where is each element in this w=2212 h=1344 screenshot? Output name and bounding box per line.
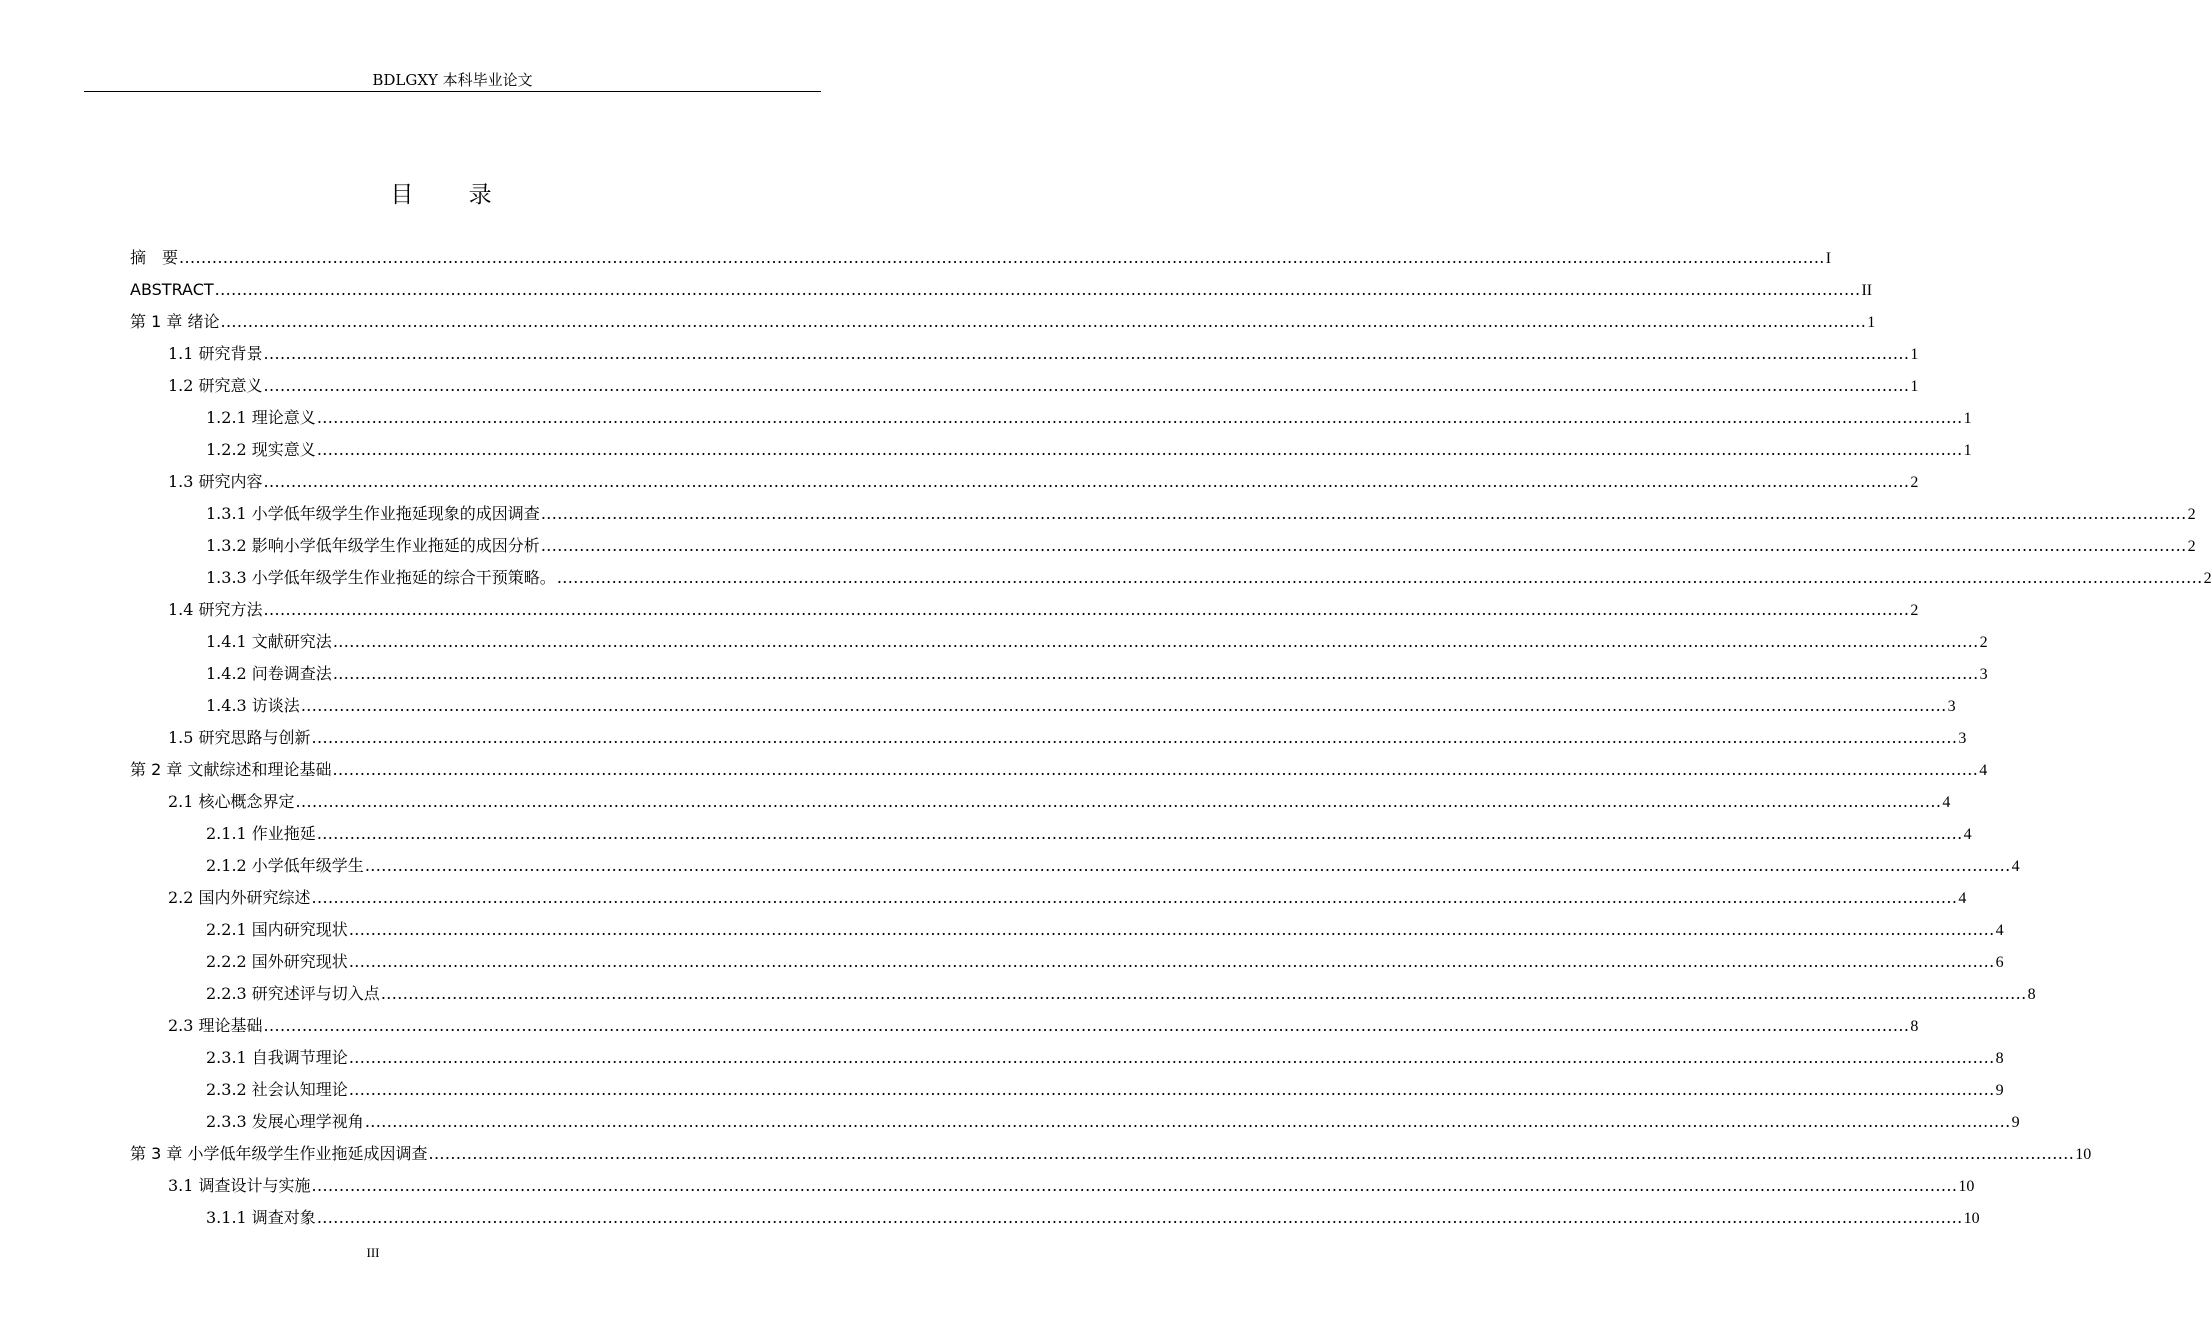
toc-entry-label: 1.2 研究意义	[168, 376, 263, 395]
toc-entry[interactable]	[130, 562, 2212, 594]
toc-entry-label: 1.2.2 现实意义	[206, 440, 316, 459]
dot-leader: ............................................................................................................................................................................................................................................................................................................	[214, 280, 1861, 299]
dot-leader: ............................................................................................................................................................................................................................................................................................................	[364, 1112, 2011, 1131]
toc-entry[interactable]	[130, 818, 1972, 850]
header-rule	[84, 91, 821, 92]
toc-entry-page: 4	[2011, 858, 2020, 875]
dot-leader: ............................................................................................................................................................................................................................................................................................................	[311, 1176, 1958, 1195]
toc-entry[interactable]	[130, 946, 2004, 978]
toc-entry-page: 2	[1910, 602, 1919, 619]
toc-entry-page: 4	[1942, 794, 1951, 811]
toc-entry-page: 1	[1910, 378, 1919, 395]
dot-leader: ............................................................................................................................................................................................................................................................................................................	[348, 920, 1995, 939]
dot-leader: ............................................................................................................................................................................................................................................................................................................	[316, 440, 1963, 459]
toc-entry-page: 6	[1995, 954, 2004, 971]
toc-entry-label: 1.3.2 影响小学低年级学生作业拖延的成因分析	[206, 536, 540, 555]
toc-entry-label: 2.3.3 发展心理学视角	[206, 1112, 364, 1131]
toc-entry-page: 8	[1995, 1050, 2004, 1067]
toc-entry-page: 9	[2011, 1114, 2020, 1131]
toc-entry[interactable]	[130, 1074, 2004, 1106]
toc-entry-page: 2	[2187, 506, 2196, 523]
toc-entry[interactable]	[130, 690, 1956, 722]
toc-entry[interactable]	[130, 1010, 1919, 1042]
toc-entry-page: 1	[1867, 314, 1876, 331]
toc-entry-label: 第 2 章 文献综述和理论基础	[130, 760, 332, 779]
dot-leader: ............................................................................................................................................................................................................................................................................................................	[428, 1144, 2075, 1163]
toc-entry[interactable]	[130, 1202, 1980, 1234]
toc-entry-page: 8	[2027, 986, 2036, 1003]
toc-entry-page: 1	[1910, 346, 1919, 363]
toc-entry-page: 1	[1963, 410, 1972, 427]
toc-entry[interactable]	[130, 1170, 1975, 1202]
dot-leader: ............................................................................................................................................................................................................................................................................................................	[348, 1080, 1995, 1099]
toc-entry[interactable]	[130, 242, 1832, 274]
toc-entry-page: 2	[1910, 474, 1919, 491]
toc-entry[interactable]	[130, 274, 1873, 306]
toc-entry-page: 10	[1963, 1210, 1980, 1227]
dot-leader: ............................................................................................................................................................................................................................................................................................................	[179, 248, 1825, 267]
toc-entry-page: 3	[1958, 730, 1967, 747]
toc-entry[interactable]	[130, 1106, 2020, 1138]
dot-leader: ............................................................................................................................................................................................................................................................................................................	[263, 600, 1910, 619]
toc-entry-label: 2.1 核心概念界定	[168, 792, 295, 811]
toc-entry-page: 2	[2187, 538, 2196, 555]
toc-entry-label: 2.2.1 国内研究现状	[206, 920, 348, 939]
toc-entry-page: 1	[1963, 442, 1972, 459]
dot-leader: ............................................................................................................................................................................................................................................................................................................	[263, 344, 1910, 363]
toc-entry-page: 2	[2203, 570, 2212, 587]
toc-entry[interactable]	[130, 306, 1876, 338]
running-header: BDLGXY 本科毕业论文	[372, 71, 533, 89]
toc-entry-label: ABSTRACT	[130, 280, 214, 299]
toc-entry[interactable]	[130, 754, 1988, 786]
toc-entry-label: 摘 要	[130, 248, 179, 267]
dot-leader: ............................................................................................................................................................................................................................................................................................................	[540, 504, 2187, 523]
toc-entry-label: 3.1 调查设计与实施	[168, 1176, 311, 1195]
toc-entry-label: 2.1.1 作业拖延	[206, 824, 316, 843]
toc-entry[interactable]	[130, 978, 2036, 1010]
dot-leader: ............................................................................................................................................................................................................................................................................................................	[348, 952, 1995, 971]
toc-entry-page: 4	[1958, 890, 1967, 907]
dot-leader: ............................................................................................................................................................................................................................................................................................................	[316, 1208, 1963, 1227]
toc-entry-label: 2.2.2 国外研究现状	[206, 952, 348, 971]
toc-entry-label: 2.2 国内外研究综述	[168, 888, 311, 907]
toc-entry-label: 第 1 章 绪论	[130, 312, 220, 331]
toc-entry-label: 第 3 章 小学低年级学生作业拖延成因调查	[130, 1144, 428, 1163]
page-title: 目 录	[390, 182, 516, 208]
toc-entry-label: 2.3.1 自我调节理论	[206, 1048, 348, 1067]
toc-entry-label: 1.4.3 访谈法	[206, 696, 300, 715]
toc-entry[interactable]	[130, 1042, 2004, 1074]
page-number: III	[366, 1245, 380, 1260]
dot-leader: ............................................................................................................................................................................................................................................................................................................	[316, 408, 1963, 427]
dot-leader: ............................................................................................................................................................................................................................................................................................................	[300, 696, 1947, 715]
dot-leader: ............................................................................................................................................................................................................................................................................................................	[380, 984, 2027, 1003]
toc-entry[interactable]	[130, 850, 2020, 882]
table-of-contents	[130, 242, 2212, 1234]
toc-entry-page: 10	[1958, 1178, 1975, 1195]
toc-entry-label: 3.1.1 调查对象	[206, 1208, 316, 1227]
toc-entry-label: 1.4.2 问卷调查法	[206, 664, 332, 683]
toc-entry-page: 4	[1979, 762, 1988, 779]
toc-entry[interactable]	[130, 498, 2196, 530]
toc-entry-page: 3	[1979, 666, 1988, 683]
toc-entry[interactable]	[130, 338, 1919, 370]
dot-leader: ............................................................................................................................................................................................................................................................................................................	[316, 824, 1963, 843]
toc-entry-label: 1.2.1 理论意义	[206, 408, 316, 427]
toc-entry-label: 1.3.3 小学低年级学生作业拖延的综合干预策略。	[206, 568, 556, 587]
toc-entry-label: 2.2.3 研究述评与切入点	[206, 984, 380, 1003]
toc-entry-page: 10	[2075, 1146, 2092, 1163]
toc-entry-label: 1.3 研究内容	[168, 472, 263, 491]
toc-entry[interactable]	[130, 914, 2004, 946]
toc-entry-label: 2.3 理论基础	[168, 1016, 263, 1035]
dot-leader: ............................................................................................................................................................................................................................................................................................................	[295, 792, 1942, 811]
toc-entry[interactable]	[130, 722, 1967, 754]
toc-entry[interactable]	[130, 882, 1967, 914]
toc-entry-page: 2	[1979, 634, 1988, 651]
toc-entry-label: 1.3.1 小学低年级学生作业拖延现象的成因调查	[206, 504, 540, 523]
toc-entry-page: 9	[1995, 1082, 2004, 1099]
dot-leader: ............................................................................................................................................................................................................................................................................................................	[263, 1016, 1910, 1035]
dot-leader: ............................................................................................................................................................................................................................................................................................................	[364, 856, 2011, 875]
dot-leader: ............................................................................................................................................................................................................................................................................................................	[348, 1048, 1995, 1067]
dot-leader: ............................................................................................................................................................................................................................................................................................................	[311, 888, 1958, 907]
toc-entry-page: 4	[1995, 922, 2004, 939]
toc-entry[interactable]	[130, 626, 1988, 658]
dot-leader: ............................................................................................................................................................................................................................................................................................................	[332, 632, 1979, 651]
dot-leader: ............................................................................................................................................................................................................................................................................................................	[263, 472, 1910, 491]
dot-leader: ............................................................................................................................................................................................................................................................................................................	[540, 536, 2187, 555]
toc-entry[interactable]	[130, 594, 1919, 626]
dot-leader: ............................................................................................................................................................................................................................................................................................................	[332, 664, 1979, 683]
toc-entry-page: 3	[1947, 698, 1956, 715]
toc-entry-page: II	[1861, 282, 1873, 299]
toc-entry-page: 4	[1963, 826, 1972, 843]
toc-entry-label: 1.4.1 文献研究法	[206, 632, 332, 651]
dot-leader: ............................................................................................................................................................................................................................................................................................................	[311, 728, 1958, 747]
dot-leader: ............................................................................................................................................................................................................................................................................................................	[220, 312, 1867, 331]
toc-entry[interactable]	[130, 1138, 2092, 1170]
toc-entry-label: 1.5 研究思路与创新	[168, 728, 311, 747]
dot-leader: ............................................................................................................................................................................................................................................................................................................	[332, 760, 1979, 779]
toc-entry[interactable]	[130, 530, 2196, 562]
toc-entry-page: 8	[1910, 1018, 1919, 1035]
toc-entry-label: 2.1.2 小学低年级学生	[206, 856, 364, 875]
toc-entry[interactable]	[130, 370, 1919, 402]
toc-entry-label: 1.1 研究背景	[168, 344, 263, 363]
toc-entry[interactable]	[130, 466, 1919, 498]
toc-entry[interactable]	[130, 786, 1951, 818]
dot-leader: ............................................................................................................................................................................................................................................................................................................	[263, 376, 1910, 395]
toc-entry[interactable]	[130, 658, 1988, 690]
toc-entry-label: 1.4 研究方法	[168, 600, 263, 619]
toc-entry-label: 2.3.2 社会认知理论	[206, 1080, 348, 1099]
toc-entry[interactable]	[130, 402, 1972, 434]
toc-entry[interactable]	[130, 434, 1972, 466]
dot-leader: ............................................................................................................................................................................................................................................................................................................	[556, 568, 2203, 587]
toc-entry-page: I	[1825, 250, 1832, 267]
